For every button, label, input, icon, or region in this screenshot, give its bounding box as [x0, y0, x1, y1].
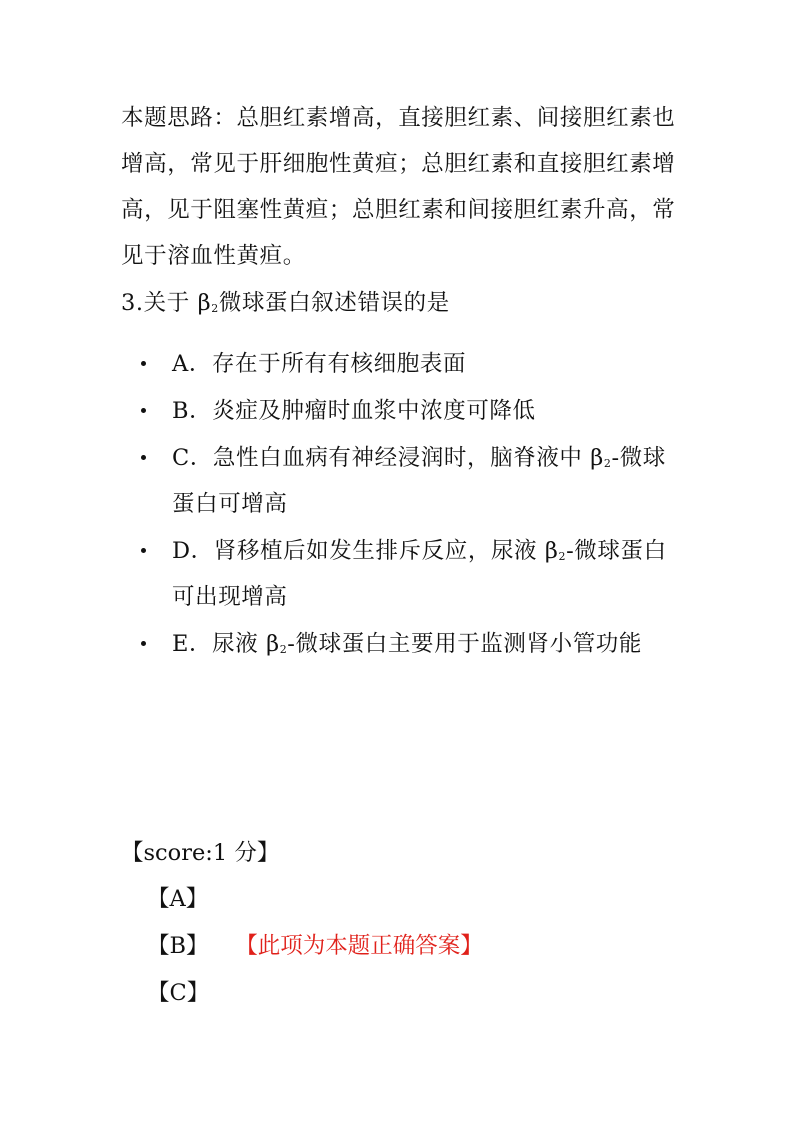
option-c-subscript: 2 [603, 457, 612, 470]
question-suffix: 微球蛋白叙述错误的是 [218, 290, 450, 316]
score-label: 【score:1 分】 [121, 840, 280, 866]
answer-list [147, 876, 483, 1017]
explanation-text: 本题思路：总胆红素增高，直接胆红素、间接胆红素也增高，常见于肝细胞性黄疸；总胆红素和直接胆红素增高，见于阻塞性黄疸；总胆红素和间接胆红素升高，常见于溶血性黄疸。 [121, 105, 676, 269]
bullet-icon [141, 408, 146, 413]
option-a [140, 341, 680, 387]
option-d-text-pre: D．肾移植后如发生排斥反应，尿液 β [172, 538, 559, 564]
option-e-text-pre: E．尿液 β [172, 631, 280, 657]
option-c-text-post: -微球蛋白可增高 [172, 445, 666, 517]
bullet-icon [141, 548, 146, 553]
correct-answer-note: 【此项为本题正确答案】 [246, 933, 483, 959]
answer-a [147, 876, 483, 923]
bullet-icon [141, 455, 146, 460]
answer-c [147, 970, 483, 1017]
question-subscript: 2 [211, 302, 219, 315]
explanation-paragraph [121, 95, 681, 279]
question-prefix: 3.关于 β [121, 290, 212, 316]
option-e [140, 621, 680, 667]
option-d-text-post: -微球蛋白可出现增高 [172, 538, 667, 610]
option-c [140, 435, 680, 527]
option-b [140, 388, 680, 434]
option-list [140, 341, 680, 668]
option-e-text-post: -微球蛋白主要用于监测肾小管功能 [287, 631, 642, 657]
option-d [140, 528, 680, 620]
option-d-subscript: 2 [558, 550, 567, 563]
question-title [121, 280, 681, 326]
option-b-text: B．炎症及肿瘤时血浆中浓度可降低 [172, 398, 536, 424]
answer-b [147, 923, 483, 970]
bullet-icon [141, 641, 146, 646]
answer-c-label: 【C】 [147, 980, 210, 1006]
bullet-icon [141, 361, 146, 366]
option-e-subscript: 2 [279, 643, 288, 656]
option-c-text-pre: C．急性白血病有神经浸润时，脑脊液中 β [172, 445, 604, 471]
option-a-text: A．存在于所有有核细胞表面 [172, 351, 467, 377]
answer-a-label: 【A】 [147, 886, 209, 912]
answer-b-label: 【B】 [147, 933, 209, 959]
